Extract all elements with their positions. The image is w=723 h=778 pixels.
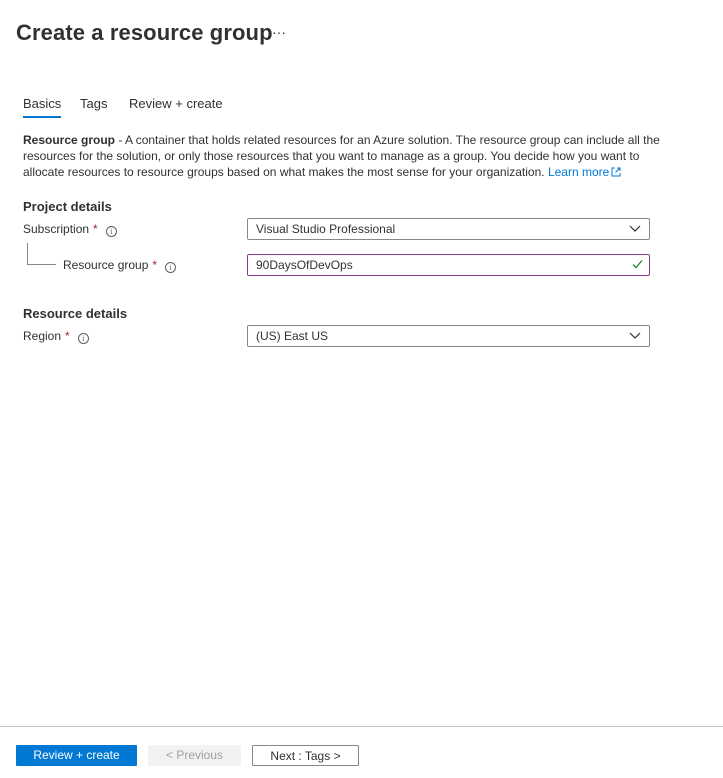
learn-more-label: Learn more bbox=[547, 165, 610, 179]
subscription-value: Visual Studio Professional bbox=[256, 222, 396, 236]
region-dropdown[interactable] bbox=[247, 325, 650, 347]
resource-group-label-text: Resource group bbox=[63, 258, 149, 272]
more-options-button[interactable]: ··· bbox=[272, 24, 286, 40]
description-text: - A container that holds related resources for an Azure solution. The resource group can include all the resources for the solution, or only those resources that you want to manage as a group. You decide how you want to allocate resources to resource groups based on what makes the most sense for your organization. bbox=[23, 133, 660, 179]
resource-details-heading: Resource details bbox=[23, 306, 128, 321]
chevron-down-icon bbox=[629, 224, 641, 234]
learn-more-link[interactable] bbox=[548, 165, 621, 179]
external-link-icon bbox=[611, 167, 621, 177]
next-tags-button[interactable]: Next : Tags > bbox=[252, 745, 359, 766]
subscription-dropdown[interactable] bbox=[247, 218, 650, 240]
resource-group-description bbox=[23, 132, 663, 180]
required-asterisk: * bbox=[152, 258, 158, 272]
subscription-label bbox=[23, 222, 117, 237]
region-label bbox=[23, 329, 89, 344]
tree-connector-horizontal bbox=[27, 264, 56, 265]
checkmark-icon bbox=[632, 259, 643, 269]
resource-group-label bbox=[63, 258, 176, 273]
project-details-heading: Project details bbox=[23, 199, 112, 214]
previous-button: < Previous bbox=[148, 745, 241, 766]
resource-group-value: 90DaysOfDevOps bbox=[256, 258, 353, 272]
required-asterisk: * bbox=[93, 222, 98, 236]
tab-review-create[interactable]: Review + create bbox=[129, 96, 223, 111]
resource-group-input[interactable] bbox=[247, 254, 650, 276]
info-icon[interactable]: i bbox=[78, 333, 89, 344]
chevron-down-icon bbox=[629, 331, 641, 341]
required-asterisk: * bbox=[65, 329, 70, 343]
review-create-button[interactable]: Review + create bbox=[16, 745, 137, 766]
region-label-text: Region bbox=[23, 329, 62, 343]
tree-connector-vertical bbox=[27, 243, 28, 264]
info-icon[interactable]: i bbox=[106, 226, 117, 237]
tab-basics[interactable]: Basics bbox=[23, 96, 62, 111]
info-icon[interactable]: i bbox=[165, 262, 176, 273]
description-term: Resource group bbox=[23, 133, 116, 147]
subscription-label-text: Subscription bbox=[23, 222, 90, 236]
page-title: Create a resource group bbox=[16, 20, 273, 45]
footer-divider bbox=[0, 726, 723, 727]
tab-tags[interactable]: Tags bbox=[80, 96, 108, 111]
region-value: (US) East US bbox=[256, 329, 329, 343]
